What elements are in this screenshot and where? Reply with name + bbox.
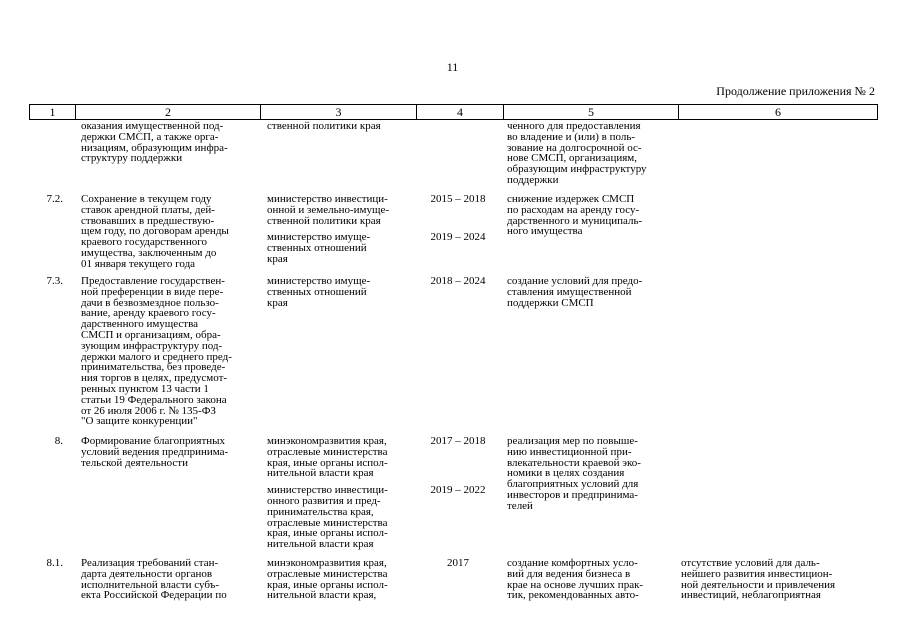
line: онного развития и пред- bbox=[267, 494, 381, 507]
line: тик, рекомендованных авто- bbox=[507, 589, 639, 602]
line: вий для ведения бизнеса в bbox=[507, 567, 631, 580]
measure-cell bbox=[81, 276, 259, 427]
years-value: 2019 – 2022 bbox=[430, 483, 486, 496]
line: номики в целях создания bbox=[507, 467, 625, 480]
years-cell bbox=[419, 276, 497, 287]
line: принимательства, без проведе- bbox=[81, 361, 226, 374]
line: ного имущества bbox=[507, 225, 583, 238]
line: держки малого и среднего пред- bbox=[81, 350, 232, 363]
line: снижение издержек СМСП bbox=[507, 193, 635, 205]
years-cell bbox=[419, 436, 497, 496]
line: екта Российской Федерации по bbox=[81, 589, 227, 602]
years-value: 2015 – 2018 bbox=[430, 193, 486, 205]
result-cell bbox=[507, 194, 669, 237]
table-row bbox=[29, 276, 875, 436]
years-value: 2018 – 2024 bbox=[430, 275, 486, 287]
years-value: 2017 – 2018 bbox=[430, 435, 486, 447]
line: от 26 июля 2006 г. № 135-ФЗ bbox=[81, 404, 216, 417]
line: краевого государственного bbox=[81, 236, 207, 249]
result-cell bbox=[507, 276, 669, 308]
line: ренных пунктом 13 части 1 bbox=[81, 382, 209, 395]
result-cell bbox=[507, 121, 669, 186]
line: минэкономразвития края, bbox=[267, 435, 387, 447]
years-value: 2017 bbox=[447, 557, 469, 569]
line: края bbox=[267, 252, 288, 265]
line: ствовавших в предшествую- bbox=[81, 214, 215, 227]
column-header-5: 5 bbox=[504, 105, 679, 120]
line: влекательности краевой эко- bbox=[507, 456, 641, 469]
executor-cell bbox=[267, 276, 412, 308]
years-cell bbox=[419, 558, 497, 569]
line: инвесторов и предпринима- bbox=[507, 488, 638, 501]
line: Сохранение в текущем году bbox=[81, 193, 212, 205]
line: дарта деятельности органов bbox=[81, 567, 213, 580]
line: края, иные органы испол- bbox=[267, 456, 388, 469]
executor-block bbox=[267, 194, 412, 226]
line: дарственного и муниципаль- bbox=[507, 214, 643, 227]
table-row bbox=[29, 436, 875, 558]
line: оказания имущественной под- bbox=[81, 120, 224, 132]
line: Реализация требований стан- bbox=[81, 557, 219, 569]
line: ной преференции в виде пере- bbox=[81, 285, 224, 298]
line: нительной власти края, bbox=[267, 589, 377, 602]
line: щем году, по договорам аренды bbox=[81, 225, 229, 238]
measure-cell bbox=[81, 558, 259, 601]
line: образующим инфраструктуру bbox=[507, 163, 647, 176]
line: нительной власти края bbox=[267, 467, 374, 480]
measure-cell bbox=[81, 436, 259, 468]
continuation-label: Продолжение приложения № 2 bbox=[716, 84, 875, 98]
line: нию инвестиционной при- bbox=[507, 445, 632, 458]
row-number: 8. bbox=[54, 435, 63, 447]
line: ставок арендной платы, дей- bbox=[81, 203, 215, 216]
line: министерство инвестици- bbox=[267, 484, 388, 497]
executor-cell bbox=[267, 194, 412, 271]
table-row bbox=[29, 194, 875, 276]
column-header-table bbox=[29, 104, 878, 120]
row-number: 7.2. bbox=[46, 193, 63, 205]
column-header-1: 1 bbox=[30, 105, 76, 120]
result-cell bbox=[507, 558, 669, 601]
line: отраслевые министерства bbox=[267, 445, 388, 458]
line: зование на долгосрочной ос- bbox=[507, 141, 642, 154]
page-number: 11 bbox=[446, 60, 459, 74]
line: отсутствие условий для даль- bbox=[681, 557, 820, 569]
line: министерство имуще- bbox=[267, 231, 371, 244]
row-number: 8.1. bbox=[46, 557, 63, 569]
line: дарственного имущества bbox=[81, 318, 199, 331]
column-header-6: 6 bbox=[679, 105, 878, 120]
line: ченного для предоставления bbox=[507, 120, 641, 132]
line: телей bbox=[507, 499, 533, 512]
line: условий ведения предпринима- bbox=[81, 445, 229, 458]
years-cell bbox=[419, 194, 497, 243]
line: ственных отношений bbox=[267, 285, 367, 298]
executor-cell bbox=[267, 436, 412, 556]
line: благоприятных условий для bbox=[507, 478, 639, 491]
line: отраслевые министерства bbox=[267, 516, 388, 529]
line: имущества, заключенным до bbox=[81, 246, 217, 259]
line: низациям, образующим инфра- bbox=[81, 141, 228, 154]
line: поддержки СМСП bbox=[507, 296, 594, 309]
row-number: 7.3. bbox=[46, 275, 63, 287]
line: структуру поддержки bbox=[81, 152, 183, 165]
column-header-4: 4 bbox=[417, 105, 504, 120]
consequence-cell bbox=[681, 558, 869, 601]
line: отраслевые министерства bbox=[267, 567, 388, 580]
line: поддержки bbox=[507, 173, 559, 186]
line: реализация мер по повыше- bbox=[507, 435, 638, 447]
line: исполнительной власти субъ- bbox=[81, 578, 220, 591]
line: Формирование благоприятных bbox=[81, 435, 226, 447]
line: крае на основе лучших прак- bbox=[507, 578, 644, 591]
line: края bbox=[267, 296, 288, 309]
line: создание условий для предо- bbox=[507, 275, 643, 287]
line: минэкономразвития края, bbox=[267, 557, 387, 569]
line: министерство инвестици- bbox=[267, 193, 388, 205]
years-value: 2019 – 2024 bbox=[430, 230, 486, 243]
line: ственной политики края bbox=[267, 120, 381, 132]
measure-cell bbox=[81, 194, 259, 270]
line: "О защите конкуренции" bbox=[81, 415, 198, 428]
line: края, иные органы испол- bbox=[267, 527, 388, 540]
executor-block bbox=[267, 485, 412, 550]
table-row bbox=[29, 121, 875, 194]
line: СМСП и организациям, обра- bbox=[81, 328, 221, 341]
line: края, иные органы испол- bbox=[267, 578, 388, 591]
line: по расходам на аренду госу- bbox=[507, 203, 640, 216]
line: министерство имуще- bbox=[267, 275, 371, 287]
line: тельской деятельности bbox=[81, 456, 188, 469]
executor-block bbox=[267, 232, 412, 264]
line: ственной политики края bbox=[267, 214, 381, 227]
line: инвестиций, неблагоприятная bbox=[681, 589, 821, 602]
line: 01 января текущего года bbox=[81, 257, 196, 270]
line: дачи в безвозмездное пользо- bbox=[81, 296, 219, 309]
line: создание комфортных усло- bbox=[507, 557, 638, 569]
line: зующим инфраструктуру под- bbox=[81, 339, 223, 352]
table-row bbox=[29, 558, 875, 608]
line: нове СМСП, организациям, bbox=[507, 152, 637, 165]
line: онной и земельно-имуще- bbox=[267, 203, 390, 216]
executor-cell bbox=[267, 121, 412, 132]
line: ния торгов в целях, предусмот- bbox=[81, 372, 228, 385]
line: ной деятельности и привлечения bbox=[681, 578, 836, 591]
line: ставления имущественной bbox=[507, 285, 632, 298]
column-header-2: 2 bbox=[76, 105, 261, 120]
line: вание, аренду краевого госу- bbox=[81, 307, 216, 320]
table-body bbox=[29, 121, 875, 608]
column-header-3: 3 bbox=[261, 105, 417, 120]
line: статьи 19 Федерального закона bbox=[81, 393, 227, 406]
line: ственных отношений bbox=[267, 242, 367, 255]
line: принимательства края, bbox=[267, 505, 374, 518]
line: нейшего развития инвестицион- bbox=[681, 567, 833, 580]
executor-block bbox=[267, 436, 412, 479]
result-cell bbox=[507, 436, 669, 512]
line: держки СМСП, а также орга- bbox=[81, 130, 219, 143]
line: нительной власти края bbox=[267, 538, 374, 551]
measure-cell bbox=[81, 121, 259, 164]
line: во владение и (или) в поль- bbox=[507, 130, 636, 143]
executor-cell bbox=[267, 558, 412, 601]
line: Предоставление государствен- bbox=[81, 275, 225, 287]
